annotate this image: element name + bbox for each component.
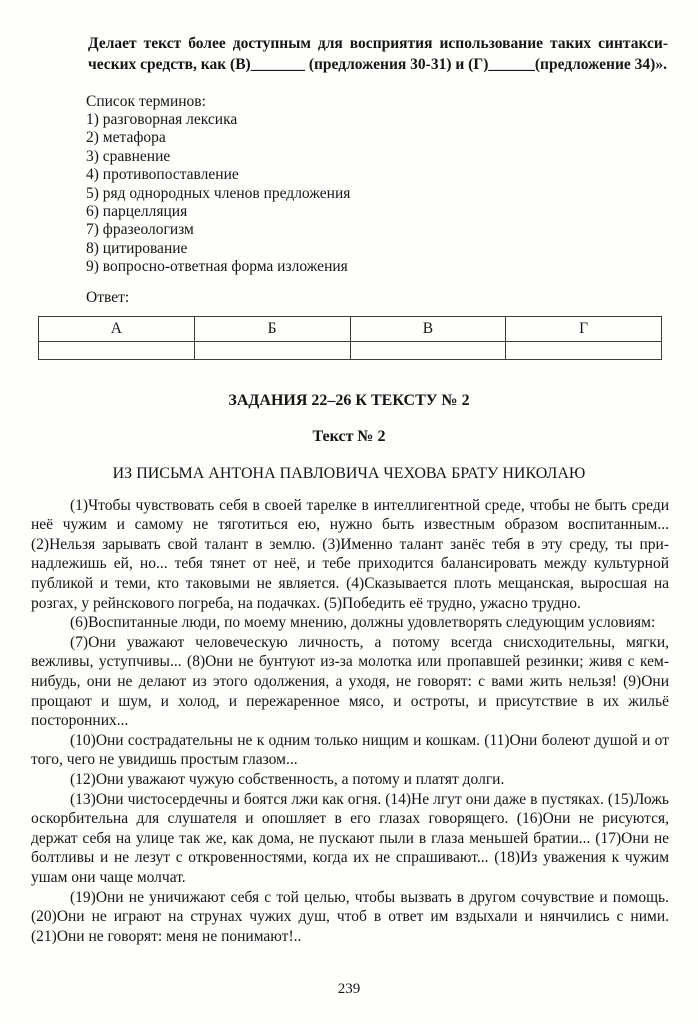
answer-table bbox=[38, 316, 662, 360]
answer-cell-a bbox=[39, 341, 195, 359]
answer-cell-b bbox=[194, 341, 350, 359]
passage-paragraph-1: (1)Чтобы чувствовать себя в своей тарелке в интеллигентной среде, чтобы не быть среди неё чужим и самому не тяготиться ею, нужно быть известным образом воспитанным... (2)Нельзя зарывать свой талант в землю. (3)Именно талант занёс тебя в эту среду, ты принадлежишь ей, но... тебя тянет от неё, и тебе приходится балансировать между культурной публикой и теми, кто таковыми не является. (4)Сказывается плоть мещанская, выросшая на розгах, у рейнскового погреба, на подачках. (5)Победить её трудно, ужасно трудно. bbox=[31, 496, 669, 612]
answer-table-header-g: Г bbox=[506, 316, 662, 341]
answer-table-header-a: А bbox=[39, 316, 195, 341]
passage-paragraph-2: (6)Воспитанные люди, по моему мнению, должны удовлетворять следующим условиям: bbox=[70, 614, 656, 632]
tasks-section-heading: ЗАДАНИЯ 22–26 К ТЕКСТУ № 2 bbox=[228, 391, 470, 409]
text-number-heading: Текст № 2 bbox=[312, 427, 386, 445]
task-statement-text: Делает текст более доступным для восприятия использование таких синтаксических средств, как (В)_______ (предложения 30-31) и (Г)______(предложение 34)». bbox=[88, 35, 668, 73]
answer-cell-g bbox=[506, 341, 662, 359]
answer-table-header-b: Б bbox=[194, 316, 350, 341]
passage-text bbox=[0, 496, 698, 947]
term-item-1: 1) разговорная лексика bbox=[86, 111, 238, 128]
answer-table-value-row bbox=[39, 341, 662, 359]
page-number: 239 bbox=[337, 981, 361, 997]
term-item-5: 5) ряд однородных членов предложения bbox=[86, 184, 351, 202]
answer-table-header-row bbox=[39, 316, 662, 341]
terms-list-title: Список терминов: bbox=[86, 93, 206, 110]
term-item-6: 6) парцелляция bbox=[86, 203, 188, 221]
passage-paragraph-4: (10)Они сострадательны не к одним только нищим и кошкам. (11)Они болеют душой и от того, чего не увидишь простым глазом... bbox=[31, 731, 669, 769]
term-item-3: 3) сравнение bbox=[86, 147, 171, 165]
terms-list bbox=[0, 111, 698, 277]
passage-paragraph-6: (13)Они чистосердечны и боятся лжи как огня. (14)Не лгут они даже в пустяках. (15)Ложь оскорбительна для слушателя и опошляет в его глазах говорящего. (16)Они не рисуются, держат себя на улице так же, как дома, не пускают пыли в глаза меньшей братии... (17)Они не болтливы и не лезут с откровенностями, когда их не спрашивают... (18)Из уважения к чужим ушам они чаще молчат. bbox=[31, 790, 669, 886]
answer-cell-v bbox=[350, 341, 506, 359]
passage-paragraph-7: (19)Они не уничижают себя с той целью, чтобы вызвать в другом сочувствие и помощь. (20)Они не играют на струнах чужих душ, чтоб в ответ им вздыхали и нянчились с ними. (21)Они не говорят: меня не понимают!.. bbox=[31, 888, 669, 945]
answer-label: Ответ: bbox=[86, 288, 130, 306]
term-item-8: 8) цитирование bbox=[86, 239, 188, 257]
passage-paragraph-5: (12)Они уважают чужую собственность, а потому и платят долги. bbox=[70, 770, 505, 788]
term-item-9: 9) вопросно-ответная форма изложения bbox=[86, 258, 348, 276]
letter-title-heading: ИЗ ПИСЬМА АНТОНА ПАВЛОВИЧА ЧЕХОВА БРАТУ НИКОЛАЮ bbox=[112, 464, 586, 482]
answer-table-header-v: В bbox=[350, 316, 506, 341]
term-item-4: 4) противопоставление bbox=[86, 166, 239, 184]
passage-paragraph-3: (7)Они уважают человеческую личность, а потому всегда снисходительны, мягки, вежливы, уступчивы... (8)Они не бунтуют из-за молотка или пропавшей резинки; живя с кем-нибудь, они не делают из этого одолжения, а уходя, не говорят: с вами жить нельзя! (9)Они прощают и шум, и холод, и пережаренное мясо, и остроты, и присутствие в их жильё посторонних... bbox=[31, 633, 669, 730]
term-item-7: 7) фразеологизм bbox=[86, 221, 194, 239]
term-item-2: 2) метафора bbox=[86, 129, 166, 147]
